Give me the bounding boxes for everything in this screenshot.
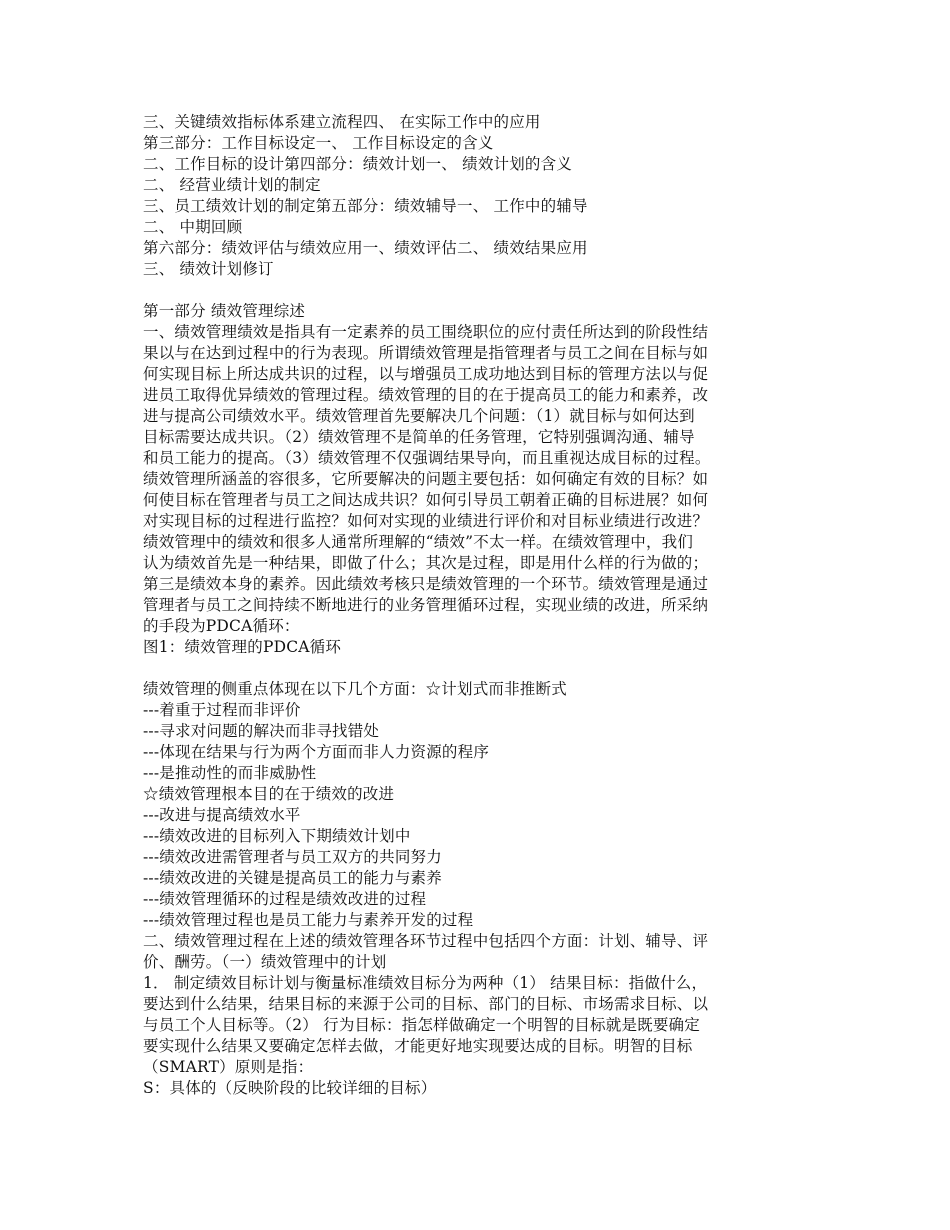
toc-line: 第六部分：绩效评估与绩效应用一、绩效评估二、 绩效结果应用: [143, 239, 588, 257]
paragraph-line: 对实现目标的过程进行监控？如何对实现的业绩进行评价和对目标业绩进行改进？: [143, 512, 709, 530]
focus-line: ---是推动性的而非威胁性: [143, 764, 317, 782]
process-line: 价、酬劳。（一）绩效管理中的计划: [143, 953, 387, 971]
process-line: 要达到什么结果，结果目标的来源于公司的目标、部门的目标、市场需求目标、以: [143, 995, 709, 1013]
toc-line: 三、员工绩效计划的制定第五部分：绩效辅导一、 工作中的辅导: [143, 197, 588, 215]
process-line: （SMART）原则是指：: [143, 1058, 314, 1076]
focus-line: 绩效管理的侧重点体现在以下几个方面：☆计划式而非推断式: [143, 680, 567, 698]
toc-line: 三、关键绩效指标体系建立流程四、 在实际工作中的应用: [143, 113, 541, 131]
focus-line: ---绩效改进的目标列入下期绩效计划中: [143, 827, 411, 845]
section-heading: 第一部分 绩效管理综述: [143, 302, 306, 320]
process-line: 与员工个人目标等。（2） 行为目标：指怎样做确定一个明智的目标就是既要确定: [143, 1016, 700, 1034]
process-line: 二、绩效管理过程在上述的绩效管理各环节过程中包括四个方面：计划、辅导、评: [143, 932, 709, 950]
focus-line: ---绩效改进的关键是提高员工的能力与素养: [143, 869, 442, 887]
paragraph-line: 认为绩效首先是一种结果，即做了什么；其次是过程，即是用什么样的行为做的；: [143, 554, 709, 572]
process-line: 要实现什么结果又要确定怎样去做，才能更好地实现要达成的目标。明智的目标: [143, 1037, 693, 1055]
paragraph-line: 目标需要达成共识。（2）绩效管理不是简单的任务管理，它特别强调沟通、辅导: [143, 428, 695, 446]
focus-line: ---着重于过程而非评价: [143, 701, 301, 719]
focus-line: ---绩效管理过程也是员工能力与素养开发的过程: [143, 911, 474, 929]
paragraph-line: 何使目标在管理者与员工之间达成共识？如何引导员工朝着正确的目标进展？如何: [143, 491, 709, 509]
paragraph-line: 绩效管理中的绩效和很多人通常所理解的“绩效”不太一样。在绩效管理中，我们: [143, 533, 694, 551]
paragraph-line: 果以与在达到过程中的行为表现。所谓绩效管理是指管理者与员工之间在目标与如: [143, 344, 709, 362]
toc-line: 二、 中期回顾: [143, 218, 243, 236]
paragraph-line: 和员工能力的提高。（3）绩效管理不仅强调结果导向，而且重视达成目标的过程。: [143, 449, 711, 467]
toc-line: 第三部分：工作目标设定一、 工作目标设定的含义: [143, 134, 494, 152]
document-body: [143, 112, 813, 1099]
paragraph-line: 何实现目标上所达成共识的过程，以与增强员工成功地达到目标的管理方法以与促: [143, 365, 709, 383]
process-line: S：具体的（反映阶段的比较详细的目标）: [143, 1079, 437, 1097]
paragraph-line: 管理者与员工之间持续不断地进行的业务管理循环过程，实现业绩的改进，所采纳: [143, 596, 709, 614]
focus-line: ☆绩效管理根本目的在于绩效的改进: [143, 785, 395, 803]
paragraph-line: 进员工取得优异绩效的管理过程。绩效管理的目的在于提高员工的能力和素养，改: [143, 386, 709, 404]
toc-line: 二、工作目标的设计第四部分：绩效计划一、 绩效计划的含义: [143, 155, 573, 173]
paragraph-line: 第三是绩效本身的素养。因此绩效考核只是绩效管理的一个环节。绩效管理是通过: [143, 575, 709, 593]
table-of-contents: [143, 112, 813, 280]
paragraph-line: 一、绩效管理绩效是指具有一定素养的员工围绕职位的应付责任所达到的阶段性结: [143, 323, 709, 341]
focus-line: ---体现在结果与行为两个方面而非人力资源的程序: [143, 743, 490, 761]
paragraph-line: 的手段为PDCA循环：: [143, 617, 300, 635]
focus-line: ---寻求对问题的解决而非寻找错处: [143, 722, 380, 740]
focus-line: ---改进与提高绩效水平: [143, 806, 301, 824]
focus-line: ---绩效改进需管理者与员工双方的共同努力: [143, 848, 442, 866]
process-line: 1． 制定绩效目标计划与衡量标准绩效目标分为两种（1） 结果目标：指做什么，: [143, 974, 708, 992]
figure-caption: 图1：绩效管理的PDCA循环: [143, 638, 342, 656]
paragraph-line: 绩效管理所涵盖的容很多，它所要解决的问题主要包括：如何确定有效的目标？如: [143, 470, 709, 488]
focus-section: [143, 679, 813, 931]
paragraph-line: 进与提高公司绩效水平。绩效管理首先要解决几个问题：（1）就目标与如何达到: [143, 407, 695, 425]
part1-section: [143, 301, 813, 658]
process-section: [143, 931, 813, 1099]
focus-line: ---绩效管理循环的过程是绩效改进的过程: [143, 890, 427, 908]
toc-line: 三、 绩效计划修订: [143, 260, 274, 278]
spacer: [143, 658, 813, 679]
toc-line: 二、 经营业绩计划的制定: [143, 176, 321, 194]
spacer: [143, 280, 813, 301]
